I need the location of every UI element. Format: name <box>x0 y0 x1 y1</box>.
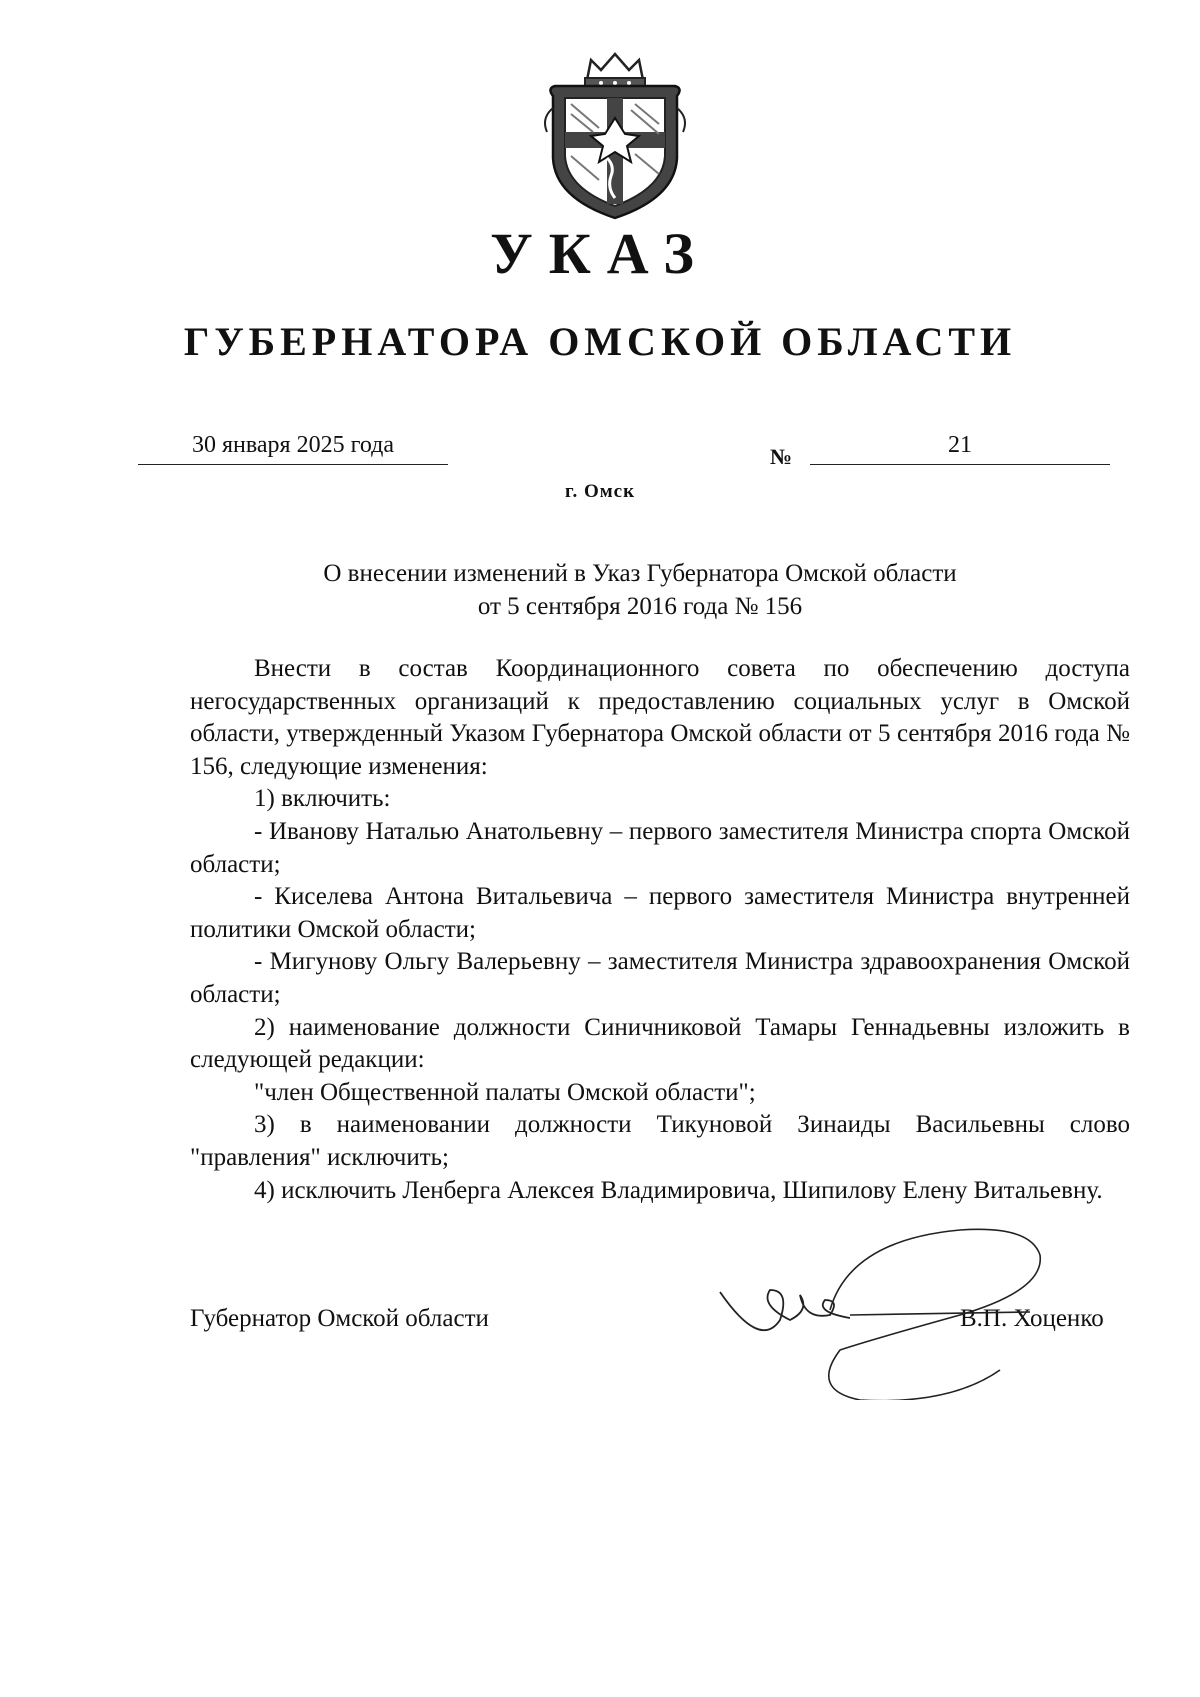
subject-line-2: от 5 сентября 2016 года № 156 <box>477 593 803 620</box>
body-paragraph: 1) включить: <box>254 785 391 813</box>
document-date: 30 января 2025 года <box>191 432 394 458</box>
date-underline <box>138 464 448 465</box>
number-underline <box>810 464 1110 465</box>
city: г. Омск <box>564 481 636 502</box>
body-paragraph: - Мигунову Ольгу Валерьевну – заместителя Министра здравоохранения Омской области; <box>190 948 1130 1008</box>
body-paragraph: Внести в состав Координационного совета по обеспечению доступа негосударственных организаций к предоставлению социальных услуг в Омской области, утвержденный Указом Губернатора Омской области от 5 сентября 2016 года № 156, следующие изменения: <box>190 655 1130 780</box>
body-paragraph: - Киселева Антона Витальевича – первого заместителя Министра внутренней политики Омской области; <box>190 883 1130 943</box>
body-paragraph: 4) исключить Ленберга Алексея Владимировича, Шипилову Елену Витальевну. <box>254 1176 1103 1204</box>
number-sign: № <box>770 444 793 469</box>
document-number: 21 <box>948 432 972 458</box>
document-subject <box>240 557 1040 623</box>
signatory-position: Губернатор Омской области <box>190 1305 489 1332</box>
coat-of-arms-icon <box>535 48 695 223</box>
document-title: УКАЗ <box>490 221 710 286</box>
document-subtitle: ГУБЕРНАТОРА ОМСКОЙ ОБЛАСТИ <box>183 319 1017 364</box>
body-paragraph: 3) в наименовании должности Тикуновой Зинаиды Васильевны слово "правления" исключить; <box>190 1111 1130 1171</box>
body-paragraph: 2) наименование должности Синичниковой Тамары Геннадьевны изложить в следующей редакции: <box>190 1013 1130 1074</box>
handwritten-signature-icon <box>700 1200 1140 1400</box>
document-body <box>190 653 1130 1207</box>
body-paragraph: - Иванову Наталью Анатольевну – первого заместителя Министра спорта Омской области; <box>190 817 1130 878</box>
signatory-name: В.П. Хоценко <box>960 1305 1104 1332</box>
subject-line-1: О внесении изменений в Указ Губернатора Омской области <box>323 560 957 587</box>
body-paragraph: "член Общественной палаты Омской области"; <box>254 1078 756 1106</box>
